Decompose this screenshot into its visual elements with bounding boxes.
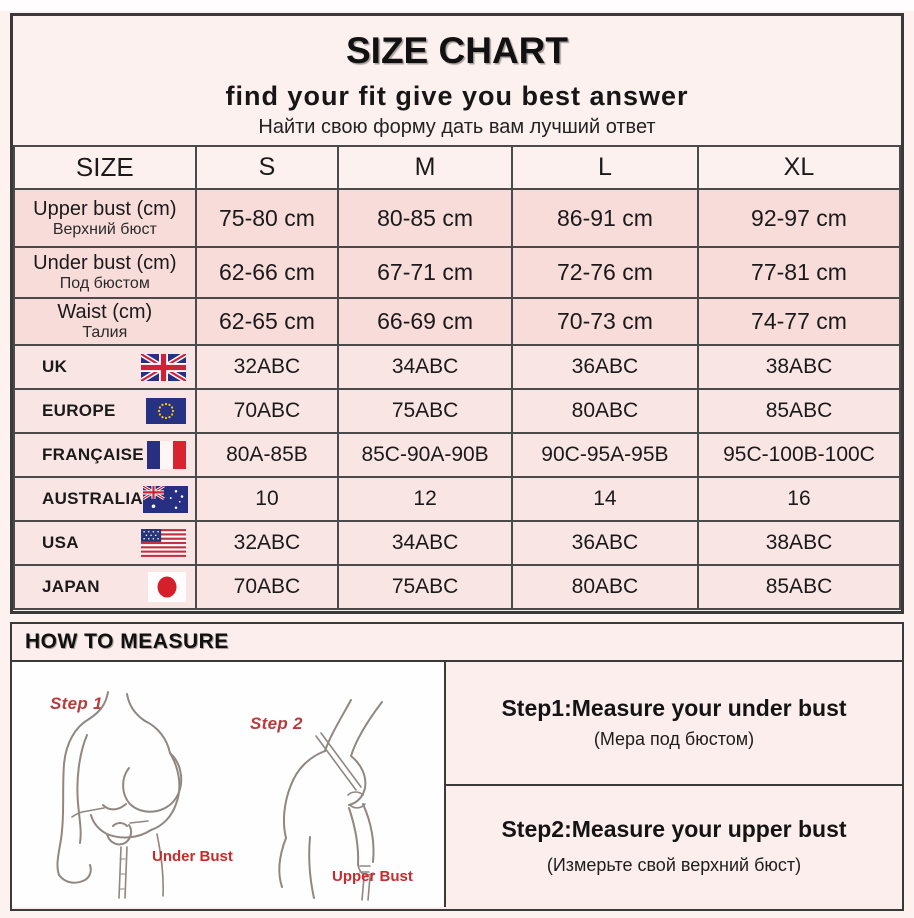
table-row-australia xyxy=(14,477,900,521)
region-label-cell xyxy=(14,345,196,389)
region-label: FRANÇAISE xyxy=(42,445,144,464)
title-section xyxy=(13,16,901,145)
usa-flag-icon xyxy=(141,529,186,557)
size-cell: 12 xyxy=(338,477,512,521)
measurement-label-en: Waist (cm) xyxy=(57,301,153,324)
eu-flag-icon xyxy=(146,398,186,424)
measurement-label-ru: Под бюстом xyxy=(59,275,150,293)
size-cell: 80ABC xyxy=(512,565,698,609)
region-label: EUROPE xyxy=(42,401,116,420)
size-cell: 36ABC xyxy=(512,521,698,565)
measure-diagram xyxy=(12,662,446,907)
column-header-m: M xyxy=(338,146,512,189)
measurement-label xyxy=(14,298,196,345)
size-chart-panel xyxy=(10,13,904,614)
size-cell: 14 xyxy=(512,477,698,521)
japan-flag-icon xyxy=(148,572,186,602)
under-bust-caption: Under Bust xyxy=(152,848,233,865)
column-header-s: S xyxy=(196,146,339,189)
step1-subtitle: (Мера под бюстом) xyxy=(593,729,755,750)
column-header-xl: XL xyxy=(698,146,900,189)
column-header-size: SIZE xyxy=(14,146,196,189)
how-to-measure-body xyxy=(12,662,902,907)
measurement-label xyxy=(14,189,196,247)
size-cell: 62-66 cm xyxy=(196,247,339,298)
measurement-label-en: Upper bust (cm) xyxy=(33,197,177,220)
size-cell: 92-97 cm xyxy=(698,189,900,247)
step2-title: Step2:Measure your upper bust xyxy=(501,816,847,843)
size-cell: 80-85 cm xyxy=(338,189,512,247)
size-cell: 86-91 cm xyxy=(512,189,698,247)
measure-steps xyxy=(446,662,902,907)
size-cell: 95C-100B-100C xyxy=(698,433,900,477)
region-label: USA xyxy=(42,533,79,552)
size-cell: 74-77 cm xyxy=(698,298,900,345)
table-row-europe xyxy=(14,389,900,433)
size-cell: 66-69 cm xyxy=(338,298,512,345)
size-cell: 34ABC xyxy=(338,345,512,389)
step1-diagram-label: Step 1 xyxy=(50,694,103,713)
table-header-row xyxy=(14,146,900,189)
size-cell: 32ABC xyxy=(196,345,339,389)
region-label: UK xyxy=(42,357,68,376)
step1-instructions xyxy=(446,662,902,786)
size-cell: 85ABC xyxy=(698,389,900,433)
table-row-upper-bust xyxy=(14,189,900,247)
size-cell: 90C-95A-95B xyxy=(512,433,698,477)
size-cell: 80A-85B xyxy=(196,433,339,477)
step2-diagram-label: Step 2 xyxy=(250,714,303,733)
page-title: SIZE CHART xyxy=(346,30,568,71)
subtitle-english: find your fit give you best answer xyxy=(225,81,689,111)
measurement-label-ru: Верхний бюст xyxy=(52,220,157,238)
size-cell: 70ABC xyxy=(196,565,339,609)
measurement-label xyxy=(14,247,196,298)
uk-flag-icon xyxy=(141,354,186,381)
size-cell: 16 xyxy=(698,477,900,521)
size-cell: 67-71 cm xyxy=(338,247,512,298)
australia-flag-icon xyxy=(143,486,188,513)
size-cell: 70-73 cm xyxy=(512,298,698,345)
table-row-under-bust xyxy=(14,247,900,298)
size-cell: 70ABC xyxy=(196,389,339,433)
step1-title: Step1:Measure your under bust xyxy=(501,695,847,722)
size-cell: 72-76 cm xyxy=(512,247,698,298)
table-row-japan xyxy=(14,565,900,609)
region-label-cell xyxy=(14,521,196,565)
france-flag-icon xyxy=(147,441,186,469)
size-cell: 38ABC xyxy=(698,521,900,565)
measurement-label-ru: Талия xyxy=(82,324,128,342)
region-label-cell xyxy=(14,389,196,433)
size-cell: 10 xyxy=(196,477,339,521)
table-row-uk xyxy=(14,345,900,389)
size-cell: 38ABC xyxy=(698,345,900,389)
step2-subtitle: (Измерьте свой верхний бюст) xyxy=(546,855,802,876)
size-cell: 77-81 cm xyxy=(698,247,900,298)
region-label-cell xyxy=(14,565,196,609)
table-row-waist xyxy=(14,298,900,345)
size-table xyxy=(13,145,901,610)
upper-bust-caption: Upper Bust xyxy=(332,868,413,885)
subtitle-russian: Найти свою форму дать вам лучший ответ xyxy=(258,116,656,138)
region-label-cell xyxy=(14,477,196,521)
size-cell: 80ABC xyxy=(512,389,698,433)
size-cell: 75ABC xyxy=(338,565,512,609)
measurement-label-en: Under bust (cm) xyxy=(33,252,177,275)
size-cell: 75-80 cm xyxy=(196,189,339,247)
table-row-usa xyxy=(14,521,900,565)
size-cell: 36ABC xyxy=(512,345,698,389)
region-label-cell xyxy=(14,433,196,477)
size-cell: 75ABC xyxy=(338,389,512,433)
how-to-measure-panel xyxy=(10,622,904,911)
step2-instructions xyxy=(446,786,902,908)
under-bust-figure-illustration xyxy=(30,684,220,907)
size-cell: 85C-90A-90B xyxy=(338,433,512,477)
region-label: JAPAN xyxy=(42,577,100,596)
how-to-measure-title: HOW TO MEASURE xyxy=(12,624,902,662)
table-row-france xyxy=(14,433,900,477)
size-cell: 62-65 cm xyxy=(196,298,339,345)
size-cell: 34ABC xyxy=(338,521,512,565)
region-label: AUSTRALIA xyxy=(42,489,143,508)
size-cell: 32ABC xyxy=(196,521,339,565)
size-cell: 85ABC xyxy=(698,565,900,609)
column-header-l: L xyxy=(512,146,698,189)
